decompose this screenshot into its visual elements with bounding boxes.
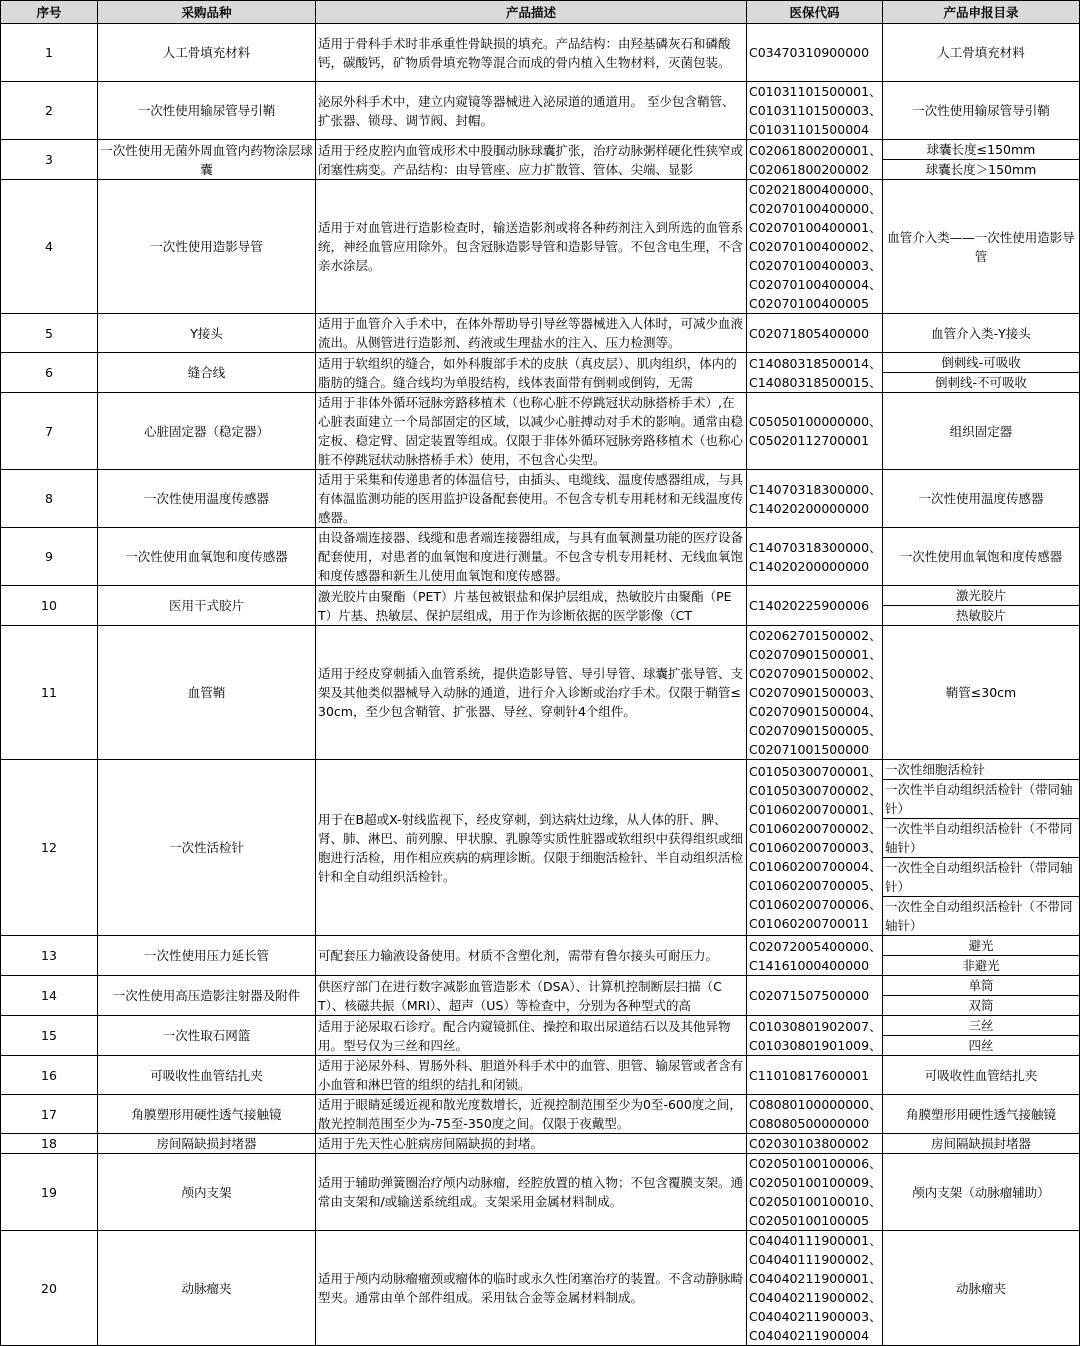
- table-row: [1, 760, 1080, 780]
- table-row: [1, 353, 1080, 373]
- row-no: 10: [1, 586, 98, 626]
- header-name: 采购品种: [98, 1, 316, 24]
- row-catalog-item: 四丝: [883, 1036, 1080, 1056]
- row-catalog-item: 一次性半自动组织活检针（不带同轴针）: [883, 819, 1080, 858]
- row-name: 一次性使用无菌外周血管内药物涂层球囊: [98, 140, 316, 180]
- row-codes: C14080318500014、 C14080318500015、: [747, 353, 883, 393]
- table-row: [1, 936, 1080, 956]
- row-codes: C02071805400000: [747, 314, 883, 353]
- row-codes: C05050100000000、 C05020112700001: [747, 393, 883, 470]
- row-catalog-item: 单筒: [883, 976, 1080, 996]
- row-codes: C01031101500001、 C01031101500003、 C01031101500004: [747, 82, 883, 140]
- row-name: 房间隔缺损封堵器: [98, 1134, 316, 1154]
- row-catalog-item: 一次性细胞活检针: [883, 760, 1080, 780]
- row-catalog-item: 球囊长度＞150mm: [883, 160, 1080, 180]
- row-name: 人工骨填充材料: [98, 24, 316, 82]
- row-catalog-item: 房间隔缺损封堵器: [883, 1134, 1080, 1154]
- table-row: [1, 1231, 1080, 1346]
- table-row: [1, 528, 1080, 586]
- row-no: 8: [1, 470, 98, 528]
- row-name: 颅内支架: [98, 1154, 316, 1231]
- table-header-row: [1, 1, 1080, 24]
- row-catalog-item: 角膜塑形用硬性透气接触镜: [883, 1095, 1080, 1134]
- row-name: 动脉瘤夹: [98, 1231, 316, 1346]
- row-description: 适用于对血管进行造影检查时，输送造影剂或将各种药剂注入到所选的血管系统，神经血管应用除外。包含冠脉造影导管和造影导管。不包含电生理，不含亲水涂层。: [316, 180, 747, 314]
- table-row: [1, 393, 1080, 470]
- table-row: [1, 180, 1080, 314]
- header-description: 产品描述: [316, 1, 747, 24]
- table-row: [1, 626, 1080, 760]
- row-no: 19: [1, 1154, 98, 1231]
- row-catalog-item: 一次性使用血氧饱和度传感器: [883, 528, 1080, 586]
- row-name: 一次性取石网篮: [98, 1016, 316, 1056]
- row-description: 适用于眼睛延缓近视和散光度数增长，近视控制范围至少为0至-600度之间，散光控制范围至少为-75至-350度之间。仅限于夜戴型。: [316, 1095, 747, 1134]
- row-name: Y接头: [98, 314, 316, 353]
- header-catalog: 产品申报目录: [883, 1, 1080, 24]
- row-name: 一次性使用输尿管导引鞘: [98, 82, 316, 140]
- row-no: 4: [1, 180, 98, 314]
- row-catalog-item: 一次性使用输尿管导引鞘: [883, 82, 1080, 140]
- row-name: 一次性使用高压造影注射器及附件: [98, 976, 316, 1016]
- row-description: 可配套压力输液设备使用。材质不含塑化剂，需带有鲁尔接头可耐压力。: [316, 936, 747, 976]
- row-codes: C01030801902007、 C01030801901009、: [747, 1016, 883, 1056]
- row-catalog-item: 非避光: [883, 956, 1080, 976]
- row-no: 9: [1, 528, 98, 586]
- row-description: 适用于血管介入手术中，在体外帮助导引导丝等器械进入人体时，可减少血液流出。从侧管进行造影剂、药液或生理盐水的注入、压力检测等。: [316, 314, 747, 353]
- row-description: 用于在B超或X-射线监视下，经皮穿刺，到达病灶边缘，从人体的肝、脾、肾、肺、淋巴、前列腺、甲状腺、乳腺等实质性脏器或软组织中获得组织或细胞进行活检，用作相应疾病的病理诊断。仅限于细胞活检针、半自动组织活检针和全自动组织活检针。: [316, 760, 747, 936]
- row-catalog-item: 球囊长度≤150mm: [883, 140, 1080, 160]
- row-description: 供医疗部门在进行数字减影血管造影术（DSA）、计算机控制断层扫描（CT）、核磁共振（MRI）、超声（US）等检查中，分别为各种型式的高: [316, 976, 747, 1016]
- row-codes: C04040111900001、 C04040111900002、 C04040211900001、 C04040211900002、 C04040211900003、 C04040211900004: [747, 1231, 883, 1346]
- row-codes: C01050300700001、 C01050300700002、 C01060200700001、 C01060200700002、 C01060200700003、 C01060200700004、 C01060200700005、 C01060200700006、 C01060200700011: [747, 760, 883, 936]
- row-description: 由设备端连接器、线缆和患者端连接器组成，与具有血氧测量功能的医疗设备配套使用，对患者的血氧饱和度进行测量。不包含专机专用耗材、无线血氧饱和度传感器和新生儿使用血氧饱和度传感器。: [316, 528, 747, 586]
- header-code: 医保代码: [747, 1, 883, 24]
- table-row: [1, 24, 1080, 82]
- row-description: 适用于先天性心脏病房间隔缺损的封堵。: [316, 1134, 747, 1154]
- row-codes: C03470310900000: [747, 24, 883, 82]
- row-no: 11: [1, 626, 98, 760]
- table-row: [1, 470, 1080, 528]
- row-no: 13: [1, 936, 98, 976]
- row-name: 角膜塑形用硬性透气接触镜: [98, 1095, 316, 1134]
- row-no: 16: [1, 1056, 98, 1095]
- row-catalog-item: 倒刺线-不可吸收: [883, 373, 1080, 393]
- row-catalog-item: 一次性全自动组织活检针（不带同轴针）: [883, 897, 1080, 936]
- row-catalog-item: 一次性使用温度传感器: [883, 470, 1080, 528]
- row-no: 3: [1, 140, 98, 180]
- table-row: [1, 1134, 1080, 1154]
- row-no: 5: [1, 314, 98, 353]
- row-catalog-item: 血管介入类-Y接头: [883, 314, 1080, 353]
- row-no: 12: [1, 760, 98, 936]
- row-codes: C02030103800002: [747, 1134, 883, 1154]
- row-description: 适用于经皮腔内血管成形术中股腘动脉球囊扩张，治疗动脉粥样硬化性狭窄或闭塞性病变。产品结构：由导管座、应力扩散管、管体、尖端、显影: [316, 140, 747, 180]
- table-row: [1, 1154, 1080, 1231]
- table-row: [1, 1016, 1080, 1036]
- row-catalog-item: 热敏胶片: [883, 606, 1080, 626]
- table-row: [1, 314, 1080, 353]
- row-catalog-item: 一次性全自动组织活检针（带同轴针）: [883, 858, 1080, 897]
- row-no: 7: [1, 393, 98, 470]
- header-no: 序号: [1, 1, 98, 24]
- row-catalog-item: 倒刺线-可吸收: [883, 353, 1080, 373]
- row-codes: C08080100000000、 C08080500000000: [747, 1095, 883, 1134]
- row-name: 血管鞘: [98, 626, 316, 760]
- row-no: 17: [1, 1095, 98, 1134]
- row-description: 适用于骨科手术时非承重性骨缺损的填充。产品结构：由羟基磷灰石和磷酸钙，碳酸钙，矿物质骨填充物等混合而成的骨内植入生物材料，灭菌包装。: [316, 24, 747, 82]
- row-codes: C14070318300000、 C14020200000000: [747, 528, 883, 586]
- row-no: 15: [1, 1016, 98, 1056]
- row-no: 14: [1, 976, 98, 1016]
- row-no: 1: [1, 24, 98, 82]
- row-catalog-item: 人工骨填充材料: [883, 24, 1080, 82]
- row-catalog-item: 鞘管≤30cm: [883, 626, 1080, 760]
- row-no: 2: [1, 82, 98, 140]
- row-description: 适用于经皮穿刺插入血管系统，提供造影导管、导引导管、球囊扩张导管、支架及其他类似器械导入动脉的通道，进行介入诊断或治疗手术。仅限于鞘管≤30cm，至少包含鞘管、扩张器、导丝、穿刺针4个组件。: [316, 626, 747, 760]
- row-name: 可吸收性血管结扎夹: [98, 1056, 316, 1095]
- row-catalog-item: 血管介入类——一次性使用造影导管: [883, 180, 1080, 314]
- row-name: 一次性使用温度传感器: [98, 470, 316, 528]
- row-no: 6: [1, 353, 98, 393]
- row-codes: C02061800200001、 C02061800200002: [747, 140, 883, 180]
- row-codes: C02072005400000、 C14161000400000: [747, 936, 883, 976]
- row-codes: C02021800400000、 C02070100400000、 C02070100400001、 C02070100400002、 C02070100400003、 C02070100400004、 C02070100400005: [747, 180, 883, 314]
- row-description: 适用于泌尿外科、胃肠外科、胆道外科手术中的血管、胆管、输尿管或者含有小血管和淋巴管的组织的结扎和闭锁。: [316, 1056, 747, 1095]
- row-description: 适用于颅内动脉瘤瘤颈或瘤体的临时或永久性闭塞治疗的装置。不含动静脉畸型夹。通常由单个部件组成。采用钛合金等金属材料制成。: [316, 1231, 747, 1346]
- row-name: 医用干式胶片: [98, 586, 316, 626]
- row-codes: C11010817600001: [747, 1056, 883, 1095]
- row-name: 心脏固定器（稳定器）: [98, 393, 316, 470]
- row-name: 缝合线: [98, 353, 316, 393]
- row-description: 适用于软组织的缝合，如外科腹部手术的皮肤（真皮层）、肌肉组织，体内的脂肪的缝合。缝合线均为单股结构，线体表面带有倒刺或倒钩，无需: [316, 353, 747, 393]
- row-catalog-item: 颅内支架（动脉瘤辅助）: [883, 1154, 1080, 1231]
- table-row: [1, 976, 1080, 996]
- row-description: 适用于非体外循环冠脉旁路移植术（也称心脏不停跳冠状动脉搭桥手术）,在心脏表面建立一个局部固定的区域，以减少心脏搏动对手术的影响。通常由稳定板、稳定臂、固定装置等组成。仅限于非体外循环冠脉旁路移植术（也称心脏不停跳冠状动脉搭桥手术）使用，不包含心尖型。: [316, 393, 747, 470]
- row-catalog-item: 组织固定器: [883, 393, 1080, 470]
- row-description: 泌尿外科手术中，建立内窥镜等器械进入泌尿道的通道用。 至少包含鞘管、扩张器、锁母、调节阀、封帽。: [316, 82, 747, 140]
- row-catalog-item: 避光: [883, 936, 1080, 956]
- row-no: 18: [1, 1134, 98, 1154]
- table-row: [1, 82, 1080, 140]
- row-catalog-item: 动脉瘤夹: [883, 1231, 1080, 1346]
- row-description: 适用于采集和传递患者的体温信号，由插头、电缆线、温度传感器组成，与具有体温监测功能的医用监护设备配套使用。不包含专机专用耗材和无线温度传感器。: [316, 470, 747, 528]
- row-description: 适用于辅助弹簧圈治疗颅内动脉瘤，经腔放置的植入物；不包含覆膜支架。通常由支架和/或输送系统组成。支架采用金属材料制成。: [316, 1154, 747, 1231]
- row-codes: C02050100100006、 C02050100100009、 C02050100100010、 C02050100100005: [747, 1154, 883, 1231]
- row-name: 一次性使用压力延长管: [98, 936, 316, 976]
- row-catalog-item: 激光胶片: [883, 586, 1080, 606]
- row-name: 一次性使用血氧饱和度传感器: [98, 528, 316, 586]
- row-description: 激光胶片由聚酯（PET）片基包被银盐和保护层组成，热敏胶片由聚酯（PET）片基、热敏层、保护层组成，用于作为诊断依据的医学影像（CT: [316, 586, 747, 626]
- row-catalog-item: 双筒: [883, 996, 1080, 1016]
- row-codes: C14020225900006: [747, 586, 883, 626]
- row-catalog-item: 三丝: [883, 1016, 1080, 1036]
- row-catalog-item: 可吸收性血管结扎夹: [883, 1056, 1080, 1095]
- table-row: [1, 1056, 1080, 1095]
- row-codes: C02062701500002、 C02070901500001、 C02070901500002、 C02070901500003、 C02070901500004、 C02070901500005、 C02071001500000: [747, 626, 883, 760]
- row-codes: C02071507500000: [747, 976, 883, 1016]
- row-catalog-item: 一次性半自动组织活检针（带同轴针）: [883, 780, 1080, 819]
- table-row: [1, 140, 1080, 160]
- row-name: 一次性活检针: [98, 760, 316, 936]
- row-no: 20: [1, 1231, 98, 1346]
- row-name: 一次性使用造影导管: [98, 180, 316, 314]
- row-codes: C14070318300000、 C14020200000000: [747, 470, 883, 528]
- table-row: [1, 1095, 1080, 1134]
- row-description: 适用于泌尿取石诊疗。配合内窥镜抓住、操控和取出尿道结石以及其他异物用。型号仅为三丝和四丝。: [316, 1016, 747, 1056]
- table-row: [1, 586, 1080, 606]
